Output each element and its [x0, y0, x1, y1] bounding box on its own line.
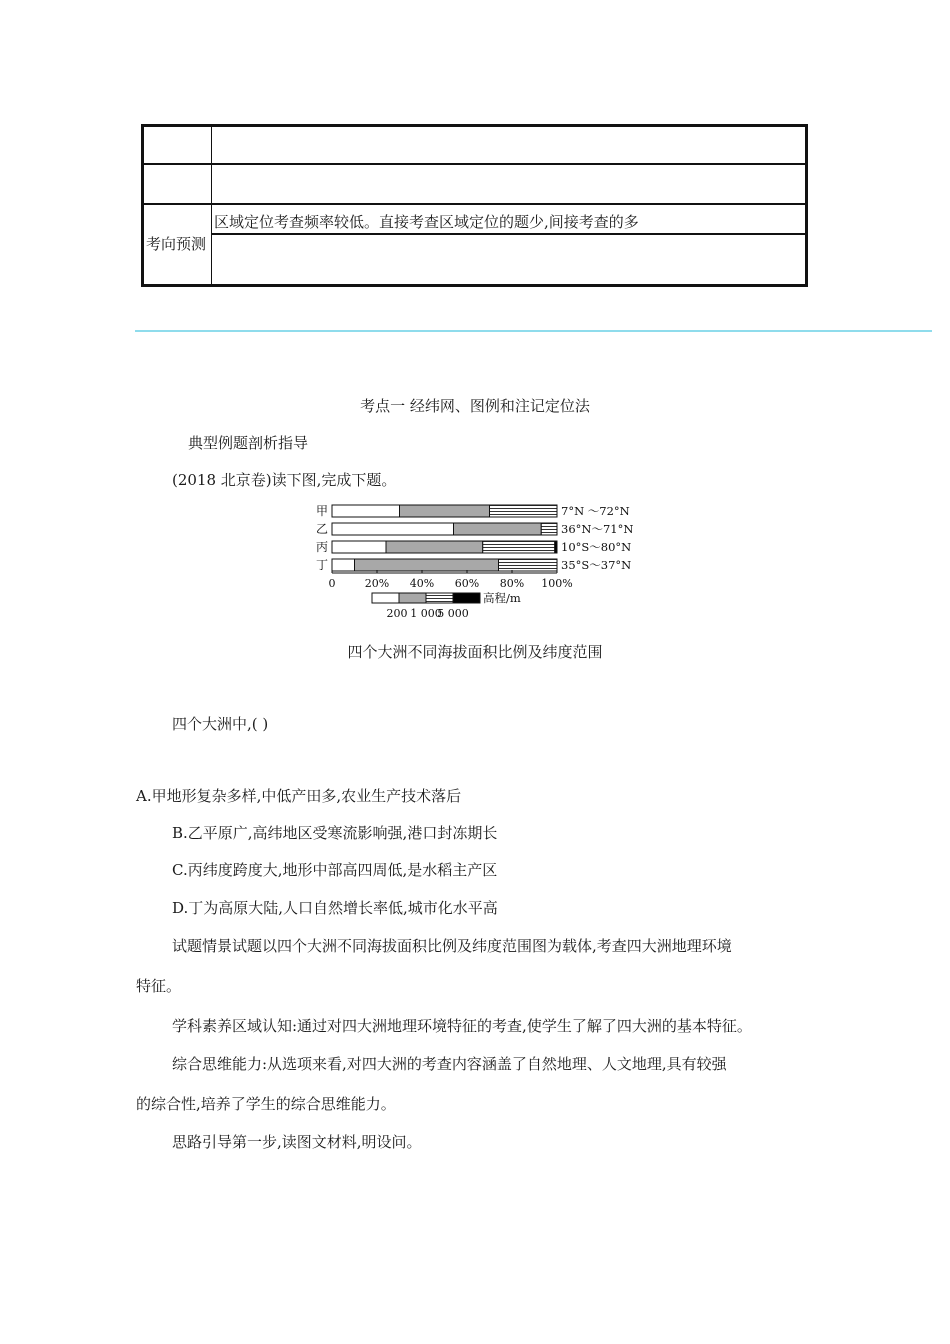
table-row-divider	[144, 203, 805, 205]
bar-segment	[332, 505, 400, 517]
section-subtitle: 典型例题剖析指导	[188, 434, 309, 452]
analysis-context: 试题情景试题以四个大洲不同海拔面积比例及纬度范围图为载体,考查四大洲地理环境	[172, 937, 732, 955]
table-label-forecast: 考向预测	[146, 235, 207, 253]
category-label: 丙	[316, 540, 329, 554]
bar-segment	[499, 559, 558, 571]
latitude-range-label: 36°N～71°N	[561, 522, 634, 536]
table-column-divider	[211, 127, 212, 284]
section-divider	[135, 330, 932, 332]
latitude-range-label: 10°S～80°N	[561, 540, 632, 554]
category-label: 乙	[316, 522, 329, 536]
legend-swatch	[426, 593, 453, 603]
legend-label: 200	[386, 607, 408, 620]
table-row-divider	[211, 233, 805, 235]
bar-segment	[332, 523, 454, 535]
bar-segment	[555, 541, 557, 553]
legend-swatch	[399, 593, 426, 603]
bar-segment	[332, 541, 386, 553]
bar-segment	[332, 559, 355, 571]
bar-segment	[490, 505, 558, 517]
legend-swatch	[372, 593, 399, 603]
legend-label: 5 000	[437, 607, 469, 620]
bar-segment	[541, 523, 557, 535]
bar-segment	[386, 541, 483, 553]
analysis-thinking: 综合思维能力:从选项来看,对四大洲的考查内容涵盖了自然地理、人文地理,具有较强	[172, 1055, 727, 1073]
latitude-range-label: 35°S～37°N	[561, 558, 632, 572]
bar-segment	[454, 523, 542, 535]
section-title: 考点一 经纬网、图例和注记定位法	[360, 397, 590, 415]
question-source: (2018 北京卷)读下图,完成下题。	[172, 471, 397, 489]
x-tick-label: 20%	[364, 577, 390, 590]
x-tick-label: 60%	[454, 577, 480, 590]
option-c: C.丙纬度跨度大,地形中部高四周低,是水稻主产区	[172, 861, 498, 879]
analysis-context-cont: 特征。	[136, 977, 182, 995]
category-label: 丁	[316, 558, 329, 572]
x-tick-label: 80%	[499, 577, 525, 590]
analysis-literacy: 学科素养区域认知:通过对四大洲地理环境特征的考查,使学生了解了四大洲的基本特征。	[172, 1017, 752, 1035]
analysis-guide: 思路引导第一步,读图文材料,明设问。	[172, 1133, 422, 1151]
bar-segment	[400, 505, 490, 517]
bar-segment	[483, 541, 555, 553]
legend-label: 1 000	[410, 607, 442, 620]
x-tick-label: 0	[328, 577, 336, 590]
legend-unit: 高程/m	[483, 591, 521, 605]
analysis-thinking-cont: 的综合性,培养了学生的综合思维能力。	[136, 1095, 396, 1113]
latitude-range-label: 7°N ～72°N	[561, 504, 630, 518]
x-tick-label: 100%	[541, 577, 573, 590]
x-tick-label: 40%	[409, 577, 435, 590]
legend-swatch	[453, 593, 480, 603]
table-text-forecast: 区域定位考查频率较低。直接考查区域定位的题少,间接考查的多	[214, 213, 639, 231]
question-stem: 四个大洲中,( )	[172, 715, 269, 733]
option-a: A.甲地形复杂多样,中低产田多,农业生产技术落后	[136, 787, 462, 805]
chart-caption: 四个大洲不同海拔面积比例及纬度范围	[347, 643, 603, 661]
option-b: B.乙平原广,高纬地区受寒流影响强,港口封冻期长	[172, 824, 498, 842]
table-row-divider	[144, 163, 805, 165]
category-label: 甲	[316, 504, 329, 518]
option-d: D.丁为高原大陆,人口自然增长率低,城市化水平高	[172, 899, 498, 917]
elevation-chart	[310, 502, 650, 632]
info-table	[141, 124, 808, 287]
bar-segment	[355, 559, 499, 571]
